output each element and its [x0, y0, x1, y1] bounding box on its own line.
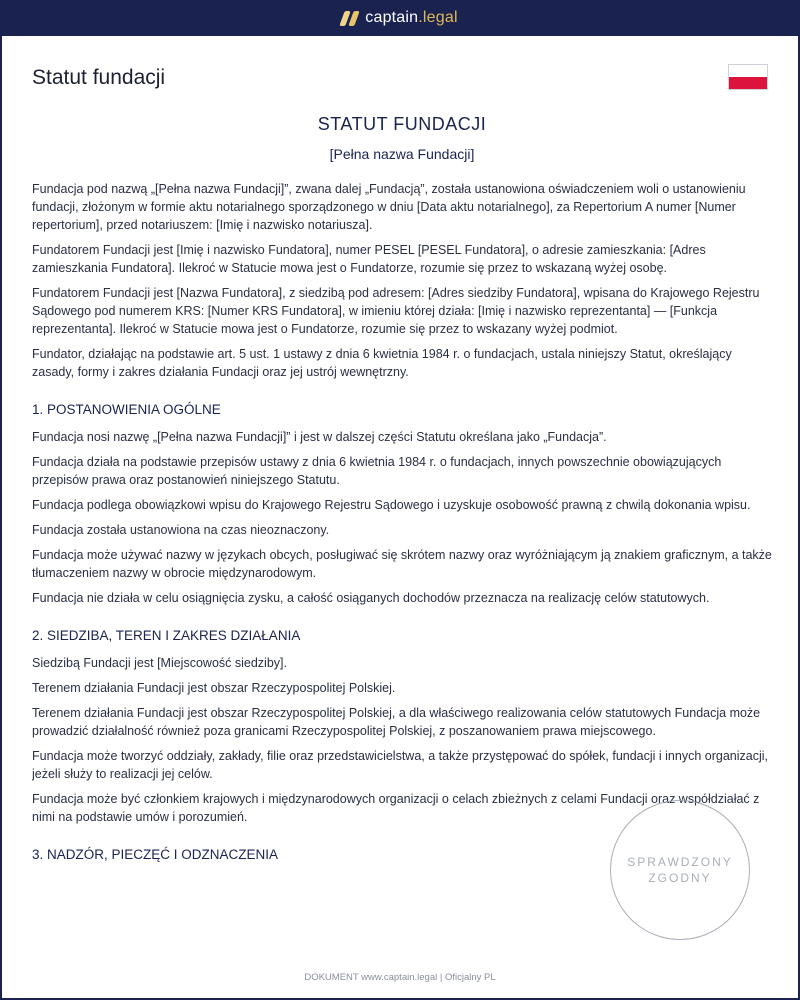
section-paragraph: Fundacja nosi nazwę „[Pełna nazwa Fundacji]” i jest w dalszej części Statutu określana jako „Fundacja”.	[32, 430, 607, 444]
section-title: 2. SIEDZIBA, TEREN I ZAKRES DZIAŁANIA	[32, 628, 301, 643]
section-paragraph: Terenem działania Fundacji jest obszar Rzeczypospolitej Polskiej.	[32, 681, 396, 695]
brand-logo[interactable]	[342, 9, 457, 27]
section-paragraph: Fundacja działa na podstawie przepisów ustawy z dnia 6 kwietnia 1984 r. o fundacjach, innych powszechnie obowiązujących przepisów prawa oraz postanowień niniejszego Statutu.	[32, 455, 722, 487]
document-heading: STATUT FUNDACJI	[317, 114, 487, 134]
stamp-line-2: ZGODNY	[648, 871, 712, 885]
poland-flag-icon[interactable]	[728, 64, 768, 90]
footer: DOKUMENT www.captain.legal | Oficjalny PL	[304, 972, 496, 983]
intro-paragraph: Fundacja pod nazwą „[Pełna nazwa Fundacji]”, zwana dalej „Fundacją”, została ustanowiona oświadczeniem woli o ustanowieniu fundacji, złożonym w formie aktu notarialnego sporządzonego w dniu [Data aktu notarialnego], za Repertorium A numer [Numer repertorium], przed notariuszem: [Imię i nazwisko notariusza].	[32, 182, 746, 232]
section-paragraph: Fundacja nie działa w celu osiągnięcia zysku, a całość osiąganych dochodów przeznacza na realizację celów statutowych.	[32, 591, 710, 605]
section-paragraph: Fundacja może tworzyć oddziały, zakłady, filie oraz przedstawicielstwa, a także przystępować do spółek, fundacji i innych organizacji, jeżeli służy to realizacji jej celów.	[32, 749, 768, 781]
document-subheading: [Pełna nazwa Fundacji]	[329, 146, 475, 162]
stamp-line-1: SPRAWDZONY	[627, 855, 733, 869]
top-bar	[0, 0, 800, 36]
verified-stamp	[610, 800, 750, 940]
brand-mark-icon	[340, 11, 360, 26]
section-paragraph: Fundacja może używać nazwy w językach obcych, posługiwać się skrótem nazwy oraz wyróżniającym ją znakiem graficznym, a także tłumaczeniem nazwy w obrocie międzynarodowym.	[32, 548, 772, 580]
section-paragraph: Fundacja została ustanowiona na czas nieoznaczony.	[32, 523, 330, 537]
section-paragraph: Siedzibą Fundacji jest [Miejscowość siedziby].	[32, 656, 287, 670]
section-title: 3. NADZÓR, PIECZĘĆ I ODZNACZENIA	[32, 847, 279, 862]
section-paragraph: Fundacja może być członkiem krajowych i międzynarodowych organizacji o celach zbieżnych z celami Fundacji oraz współdziałać z nimi na podstawie umów i porozumień.	[32, 792, 760, 824]
intro-paragraph: Fundatorem Fundacji jest [Nazwa Fundatora], z siedzibą pod adresem: [Adres siedziby Fundatora], wpisana do Krajowego Rejestru Sądowego pod numerem KRS: [Numer KRS Fundatora], w imieniu której działa: [Imię i nazwisko reprezentanta] — [Funkcja reprezentanta]. Ilekroć w Statucie mowa jest o Fundatorze, rozumie się przez to wskazany wyżej podmiot.	[32, 286, 760, 336]
intro-paragraph: Fundator, działając na podstawie art. 5 ust. 1 ustawy z dnia 6 kwietnia 1984 r. o fundacjach, ustala niniejszy Statut, określający zasady, formy i zakres działania Fundacji oraz jej ustrój wewnętrzny.	[32, 347, 732, 379]
brand-name: captain	[365, 9, 419, 26]
section-title: 1. POSTANOWIENIA OGÓLNE	[32, 402, 221, 417]
document-page	[2, 36, 798, 998]
brand-tld: .legal	[418, 9, 458, 26]
section-paragraph: Fundacja podlega obowiązkowi wpisu do Krajowego Rejestru Sądowego i uzyskuje osobowość prawną z chwilą dokonania wpisu.	[32, 498, 751, 512]
intro-paragraph: Fundatorem Fundacji jest [Imię i nazwisko Fundatora], numer PESEL [PESEL Fundatora], o adresie zamieszkania: [Adres zamieszkania Fundatora]. Ilekroć w Statucie mowa jest o Fundatorze, rozumie się przez to wskazaną wyżej osobę.	[32, 243, 706, 275]
section-paragraph: Terenem działania Fundacji jest obszar Rzeczypospolitej Polskiej, a dla właściwego realizowania celów statutowych Fundacja może prowadzić działalność również poza granicami Rzeczypospolitej Polskiej, z poszanowaniem prawa miejscowego.	[32, 706, 761, 738]
page-title: Statut fundacji	[32, 66, 166, 89]
